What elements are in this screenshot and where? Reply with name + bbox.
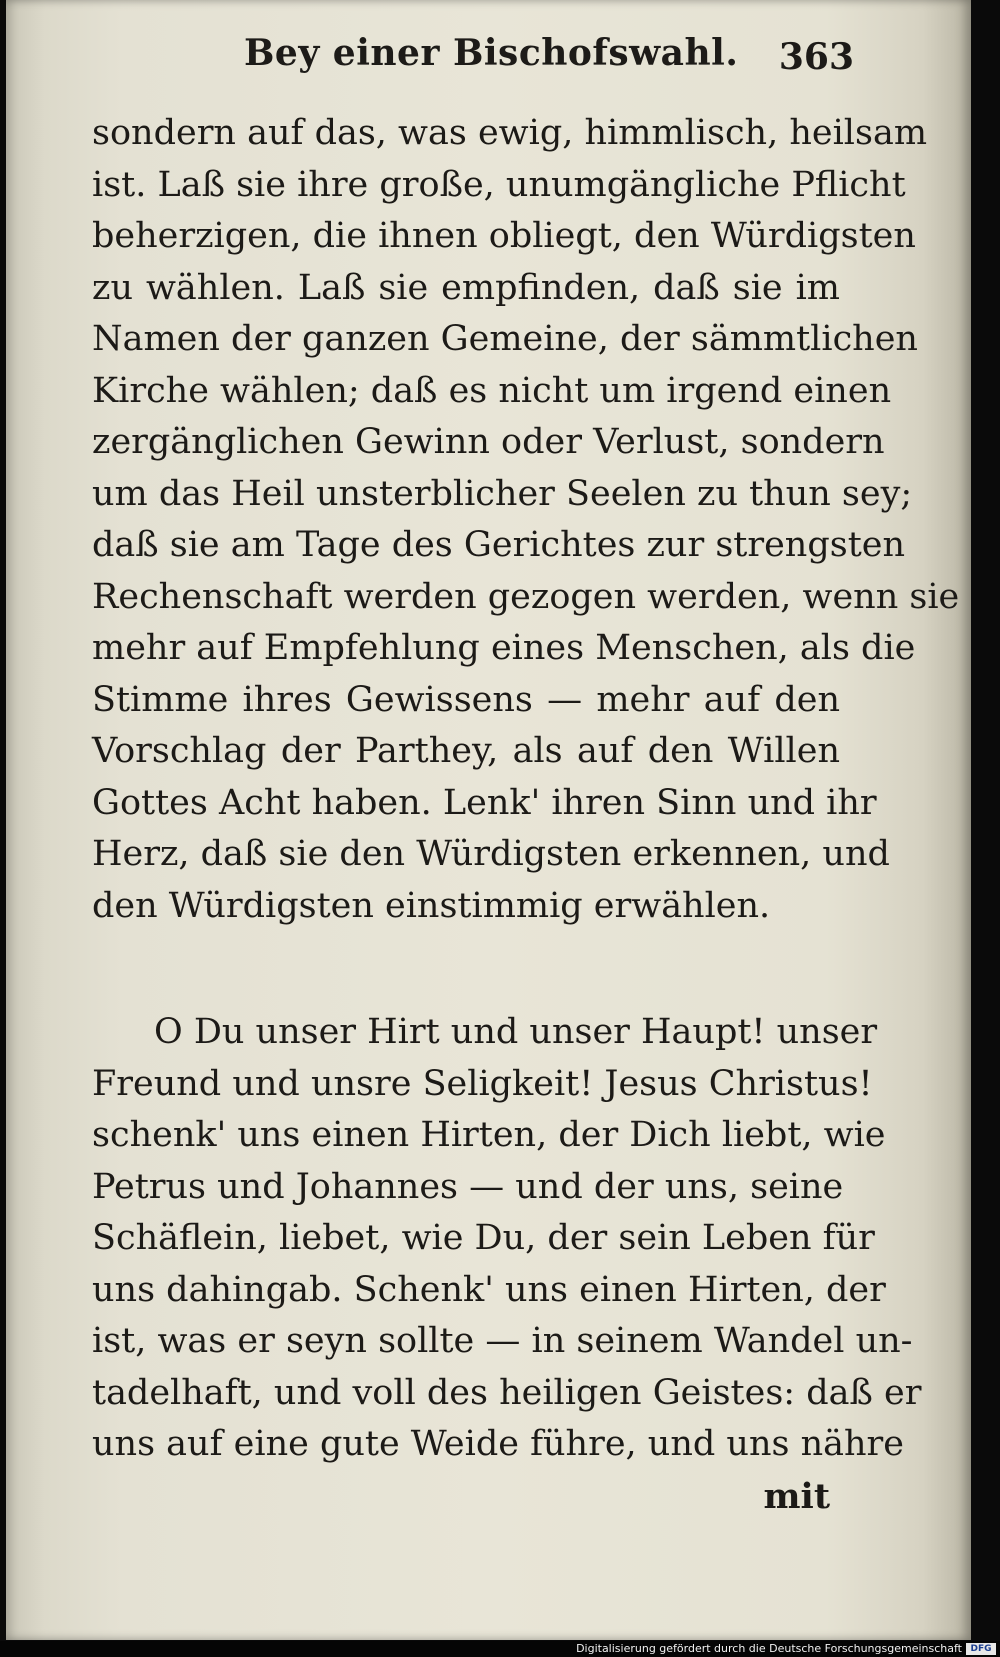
text-line: Stimme ihres Gewissens — mehr auf den: [92, 679, 840, 720]
text-line: ist, was er seyn sollte — in seinem Wandel un-: [92, 1321, 913, 1361]
text-line: O Du unser Hirt und unser Haupt! unser: [154, 1012, 878, 1052]
text-line: uns auf eine gute Weide führe, und uns nähre: [92, 1424, 904, 1464]
text-line: Freund und unsre Seligkeit! Jesus Christus!: [92, 1063, 873, 1104]
paragraph-gap: [92, 932, 840, 1007]
catchword: mit: [763, 1475, 830, 1517]
text-line: Schäflein, liebet, wie Du, der sein Leben für: [92, 1218, 875, 1258]
page-number: 363: [778, 36, 854, 78]
text-line: Kirche wählen; daß es nicht um irgend einen: [92, 370, 892, 411]
text-line: Vorschlag der Parthey, als auf den Willen: [92, 731, 840, 771]
text-line: Gottes Acht haben. Lenk' ihren Sinn und ihr: [92, 782, 877, 823]
text-line: ist. Laß sie ihre große, unumgängliche Pflicht: [92, 164, 906, 205]
text-line: uns dahingab. Schenk' uns einen Hirten, der: [92, 1269, 886, 1310]
text-line: schenk' uns einen Hirten, der Dich liebt, wie: [92, 1115, 886, 1155]
text-line: Herz, daß sie den Würdigsten erkennen, und: [92, 834, 890, 874]
paragraph-1: [92, 108, 960, 932]
page-body: [92, 108, 960, 1522]
text-line: Petrus und Johannes — und der uns, seine: [92, 1166, 844, 1207]
text-line: den Würdigsten einstimmig erwählen.: [92, 885, 771, 926]
text-line: zergänglichen Gewinn oder Verlust, sondern: [92, 422, 885, 462]
page-header: [84, 32, 854, 92]
text-line: Rechenschaft werden gezogen werden, wenn sie: [92, 576, 960, 617]
text-line: zu wählen. Laß sie empfinden, daß sie im: [92, 267, 840, 308]
text-line: tadelhaft, und voll des heiligen Geistes: daß er: [92, 1372, 922, 1413]
digitization-footer: [0, 1641, 1000, 1657]
dfg-logo-icon: DFG: [966, 1643, 996, 1655]
text-line: daß sie am Tage des Gerichtes zur strengsten: [92, 525, 906, 565]
running-head: Bey einer Bischofswahl.: [244, 32, 739, 74]
text-line: Namen der ganzen Gemeine, der sämmtlichen: [92, 319, 918, 359]
text-line: um das Heil unsterblicher Seelen zu thun sey;: [92, 473, 913, 514]
text-line: sondern auf das, was ewig, himmlisch, heilsam: [92, 113, 928, 153]
text-line: beherzigen, die ihnen obliegt, den Würdigsten: [92, 216, 916, 256]
book-page: [6, 0, 971, 1640]
text-line: mehr auf Empfehlung eines Menschen, als die: [92, 628, 916, 668]
footer-credit: Digitalisierung gefördert durch die Deutsche Forschungsgemeinschaft: [576, 1642, 962, 1655]
paragraph-2: [92, 1007, 922, 1471]
